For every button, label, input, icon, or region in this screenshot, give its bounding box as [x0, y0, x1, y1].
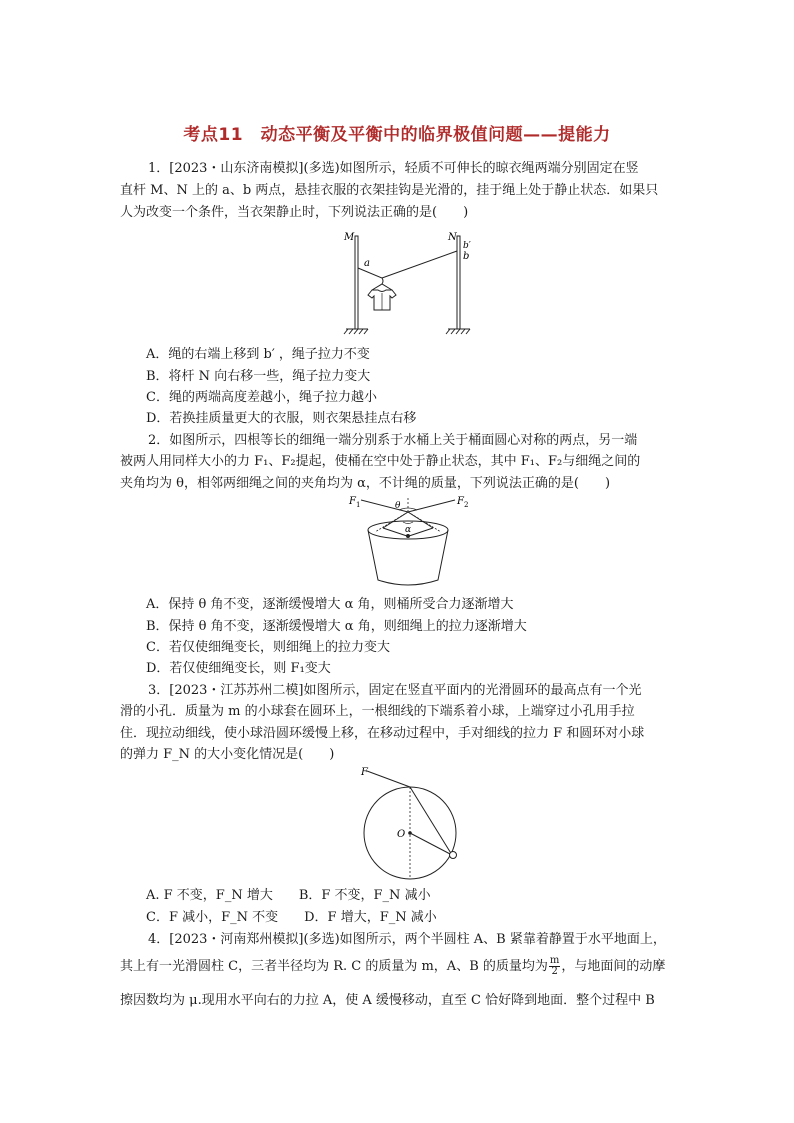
- q2-option-c: C．若仅使细绳变长，则细绳上的拉力变大: [146, 640, 390, 655]
- q4-text-line-3: 擦因数均为 μ.现用水平向右的力拉 A，使 A 缓慢移动，直至 C 恰好降到地面．整个过程中 B: [120, 993, 655, 1008]
- q3-text-line-2: 滑的小孔．质量为 m 的小球套在圆环上，一根细线的下端系着小球，上端穿过小孔用手拉: [120, 704, 635, 719]
- q2-label-alpha: α: [405, 525, 412, 535]
- q1-option-d: D．若换挂质量更大的衣服，则衣架悬挂点右移: [146, 411, 417, 426]
- q3-label-o: O: [397, 829, 406, 840]
- q1-label-b: b: [463, 251, 470, 262]
- q1-text-line-2: 直杆 M、N 上的 a、b 两点，悬挂衣服的衣架挂钩是光滑的，挂于绳上处于静止状态．如果只: [120, 183, 659, 198]
- q2-label-f2-sub: 2: [464, 501, 469, 509]
- q3-options-ab: A. F 不变，F_N 增大 B．F 不变，F_N 减小: [146, 888, 431, 903]
- q3-figure-ring: [355, 765, 465, 883]
- q1-label-N: N: [448, 232, 457, 243]
- q4-text-line-2b: ，与地面间的动摩: [561, 959, 666, 974]
- q2-text-line-2: 被两人用同样大小的力 F₁、F₂提起，使桶在空中处于静止状态，其中 F₁、F₂与细绳之间的: [120, 454, 641, 469]
- q4-fraction: [549, 956, 560, 977]
- q3-label-f: F: [361, 767, 368, 778]
- q1-label-a: a: [364, 258, 370, 269]
- q3-options-cd: C．F 减小，F_N 不变 D．F 增大，F_N 减小: [146, 910, 437, 925]
- q2-option-a: A．保持 θ 角不变，逐渐缓慢增大 α 角，则桶所受合力逐渐增大: [146, 597, 514, 612]
- page-title: 考点11 动态平衡及平衡中的临界极值问题——提能力: [183, 125, 611, 145]
- q2-option-d: D．若仅使细绳变长，则 F₁变大: [146, 661, 331, 676]
- q4-text-line-2: [120, 956, 700, 977]
- q4-text-line-1: 4．[2023・河南郑州模拟](多选)如图所示，两个半圆柱 A、B 紧靠着静置于水平地面上，: [148, 932, 666, 947]
- q2-label-f1-sub: 1: [356, 501, 361, 509]
- q1-label-M: M: [344, 232, 355, 243]
- q2-label-f2: F: [457, 496, 464, 507]
- q1-text-line-3: 人为改变一个条件，当衣架静止时，下列说法正确的是( ): [120, 205, 469, 220]
- q3-text-line-3: 住．现拉动细线，使小球沿圆环缓慢上移，在移动过程中，手对细线的拉力 F 和圆环对小球: [120, 726, 645, 741]
- q1-option-b: B．将杆 N 向右移一些，绳子拉力变大: [146, 369, 371, 384]
- q1-figure-clothesline: [338, 228, 478, 340]
- q3-text-line-4: 的弹力 F_N 的大小变化情况是( ): [120, 747, 335, 762]
- q4-text-line-2a: 其上有一光滑圆柱 C，三者半径均为 R. C 的质量为 m，A、B 的质量均为: [120, 959, 548, 974]
- q2-option-b: B．保持 θ 角不变，逐渐缓慢增大 α 角，则细绳上的拉力逐渐增大: [146, 619, 527, 634]
- q2-text-line-3: 夹角均为 θ，相邻两细绳之间的夹角均为 α，不计绳的质量，下列说法正确的是( ): [120, 476, 611, 491]
- q3-text-line-1: 3．[2023・江苏苏州二模]如图所示，固定在竖直平面内的光滑圆环的最高点有一个光: [148, 683, 642, 698]
- q2-label-theta: θ: [395, 501, 401, 511]
- q2-text-line-1: 2．如图所示，四根等长的细绳一端分别系于水桶上关于桶面圆心对称的两点，另一端: [148, 433, 638, 448]
- q2-label-f1: F: [349, 496, 356, 507]
- q1-option-c: C．绳的两端高度差越小，绳子拉力越小: [146, 390, 377, 405]
- q4-fraction-numerator: m: [549, 955, 560, 966]
- q4-fraction-denominator: 2: [551, 966, 558, 977]
- q2-figure-bucket: [343, 494, 473, 590]
- q1-text-line-1: 1．[2023・山东济南模拟](多选)如图所示，轻质不可伸长的晾衣绳两端分别固定在竖: [148, 161, 639, 176]
- q1-option-a: A．绳的右端上移到 b′ ，绳子拉力不变: [146, 347, 370, 362]
- q1-label-b-prime: b′: [463, 241, 471, 251]
